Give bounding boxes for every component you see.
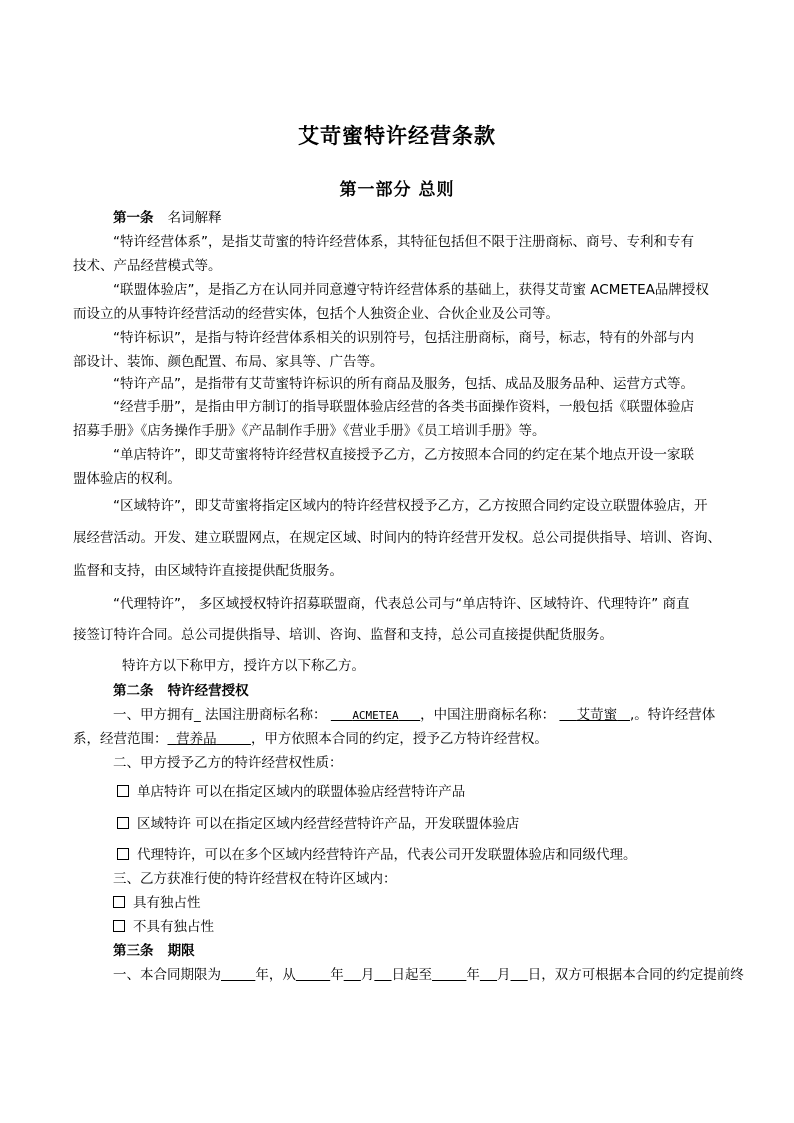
- definition-line: 监督和支持，由区域特许直接提供配货服务。: [73, 563, 343, 579]
- trademark-text: ，中国注册商标名称：: [420, 707, 556, 723]
- article-3-heading: [113, 941, 195, 961]
- trademark-line: [113, 705, 715, 726]
- blank-field[interactable]: [344, 967, 361, 983]
- option-label: 代理特许，可以在多个区域内经营特许产品，代表公司开发联盟体验店和同级代理。: [137, 847, 637, 863]
- french-trademark-value: [331, 707, 420, 723]
- definition-line: 而设立的从事特许经营活动的经营实体，包括个人独资企业、合伙企业及公司等。: [73, 306, 559, 322]
- nature-heading: 二、甲方授予乙方的特许经营权性质：: [113, 755, 343, 771]
- article-3-number: 第三条: [113, 943, 154, 959]
- term-text: 日起至: [391, 967, 433, 983]
- definition-line: 技术、产品经营模式等。: [73, 258, 222, 274]
- article-1-heading: [113, 208, 222, 228]
- option-non-exclusive[interactable]: [113, 917, 214, 937]
- article-2-heading: [113, 681, 249, 701]
- term-text: 月: [497, 967, 511, 983]
- article-3-name: 期限: [167, 943, 195, 959]
- scope-value-text: 营养品: [176, 731, 217, 747]
- scope-text: 系，经营范围：: [73, 731, 168, 747]
- option-single-store[interactable]: [117, 782, 465, 802]
- document-title: 艾苛蜜特许经营条款: [298, 123, 496, 148]
- scope-line: [73, 729, 548, 749]
- article-1-number: 第一条: [113, 210, 154, 226]
- french-trademark-text: ACMETEA: [352, 709, 399, 722]
- parties-note: 特许方以下称甲方，授许方以下称乙方。: [122, 658, 365, 674]
- definition-line: “联盟体验店”，是指乙方在认同并同意遵守特许经营体系的基础上，获得艾苛蜜 ACMETEA品牌授权: [113, 282, 709, 298]
- definition-line: “特许标识”，是指与特许经营体系相关的识别符号，包括注册商标，商号，标志，特有的外部与内: [113, 330, 694, 346]
- term-line: [113, 965, 744, 985]
- definition-line: “单店特许”，即艾苛蜜将特许经营权直接授予乙方，乙方按照本合同的约定在某个地点开设一家联: [113, 447, 694, 463]
- blank-field[interactable]: [480, 967, 497, 983]
- term-text: 年: [466, 967, 480, 983]
- term-text: 年，从: [255, 967, 296, 983]
- option-regional[interactable]: [117, 814, 519, 834]
- article-2-number: 第二条: [113, 683, 154, 699]
- definition-line: 接签订特许合同。总公司提供指导、培训、咨询、监督和支持，总公司直接提供配货服务。: [73, 627, 613, 643]
- option-label: 区域特许 可以在指定区域内经营经营特许产品，开发联盟体验店: [137, 816, 520, 832]
- definition-line: 部设计、装饰、颜色配置、布局、家具等、广告等。: [73, 354, 384, 370]
- option-label: 具有独占性: [133, 895, 201, 911]
- checkbox[interactable]: [117, 848, 129, 860]
- checkbox[interactable]: [113, 920, 125, 932]
- term-text: 月: [360, 967, 375, 983]
- option-exclusive[interactable]: [113, 893, 201, 913]
- part-heading: 第一部分 总则: [339, 180, 455, 200]
- term-text: 一、本合同期限为: [113, 967, 221, 983]
- definition-line: “区域特许”，即艾苛蜜将指定区域内的特许经营权授予乙方，乙方按照合同约定设立联盟体验店，开: [113, 498, 708, 514]
- definition-line: 招募手册》《店务操作手册》《产品制作手册》《营业手册》《员工培训手册》等。: [73, 423, 546, 439]
- option-label: 不具有独占性: [133, 919, 214, 935]
- blank-field[interactable]: [511, 967, 528, 983]
- article-1-name: 名词解释: [167, 210, 222, 226]
- option-agent[interactable]: [117, 845, 637, 865]
- term-text: 日，双方可根据本合同的约定提前终: [527, 967, 744, 983]
- definition-line: “特许产品”，是指带有艾苛蜜特许标识的所有商品及服务，包括、成品及服务品种、运营方式等。: [113, 376, 694, 392]
- definition-line: “代理特许”， 多区域授权特许招募联盟商，代表总公司与“单店特许、区域特许、代理特许” 商直: [113, 596, 690, 612]
- definition-line: 盟体验店的权利。: [73, 471, 181, 487]
- checkbox[interactable]: [117, 785, 129, 797]
- scope-text: ，甲方依照本合同的约定，授予乙方特许经营权。: [250, 731, 548, 747]
- scope-value: [168, 731, 251, 747]
- blank-field[interactable]: [432, 967, 466, 983]
- chinese-trademark-value: [559, 707, 630, 723]
- blank-field[interactable]: [296, 967, 330, 983]
- term-text: 年: [330, 967, 344, 983]
- blank-field[interactable]: [221, 967, 255, 983]
- checkbox[interactable]: [117, 817, 129, 829]
- article-2-name: 特许经营授权: [167, 683, 249, 699]
- checkbox[interactable]: [113, 896, 125, 908]
- trademark-text: 一、甲方拥有_ 法国注册商标名称：: [113, 707, 327, 723]
- exclusivity-heading: 三、乙方获准行使的特许经营权在特许区域内：: [113, 871, 397, 887]
- option-label: 单店特许 可以在指定区域内的联盟体验店经营特许产品: [137, 784, 466, 800]
- chinese-trademark-text: 艾苛蜜: [576, 707, 618, 723]
- definition-line: 展经营活动。开发、建立联盟网点，在规定区域、时间内的特许经营开发权。总公司提供指导、培训、咨询、: [73, 530, 721, 546]
- definition-line: “特许经营体系”，是指艾苛蜜的特许经营体系，其特征包括但不限于注册商标、商号、专利和专有: [113, 234, 694, 250]
- definition-line: “经营手册”，是指由甲方制订的指导联盟体验店经营的各类书面操作资料，一般包括《联盟体验店: [113, 399, 694, 415]
- trademark-text: ,。特许经营体: [629, 707, 716, 723]
- blank-field[interactable]: [374, 967, 391, 983]
